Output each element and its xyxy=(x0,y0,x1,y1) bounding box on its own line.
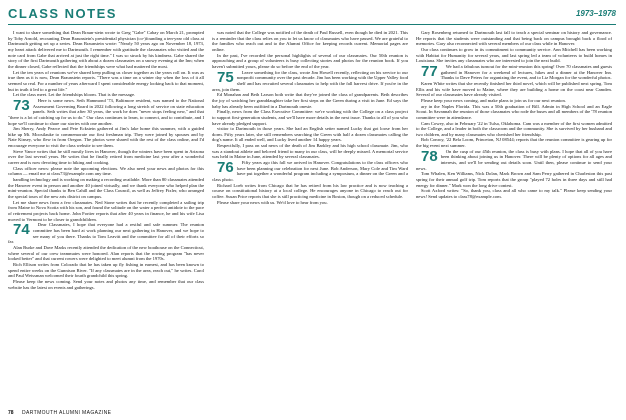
note-paragraph xyxy=(8,126,204,149)
note-text: Dear Classmates, I hope that everyone had a restful and safe summer. The reunion committee has been hard at work planning our next gathering in Hanover, and we hope to see many of you there. Thanks to Tom Leavitt and the committee for all of their efforts so far. xyxy=(8,222,204,245)
note-text: Please keep the news coming. Send your notes and photos any time, and remember that our class website has the latest on events and gatherings. xyxy=(8,278,204,290)
note-text: handling technology and is working on making a recording available. More than 80 classmates attended the Hanover event in person and another 40 joined virtually, and we thank everyone who helped plan the mini-reunion. Special thanks to Ben Cahill and the Class Council, as well as Jeffrey Fixler, who arranged the special tours of the new arts district on campus. xyxy=(8,177,204,200)
page-footer xyxy=(8,410,618,420)
note-text: Bob Conroy, '22 Bela Loom, Princeton, NJ 08544; reports that the reunion committee is gearing up for the big event next summer. xyxy=(416,137,612,149)
note-text: Jim Sherry, Andy Pearce and Pete Eckstein gathered at Jim's lake home this summer, with a guided hike up Mt. Moosilauke to commemorate our first freshman trip. They were joined by spouses and by Nate Kinsey, who flew in from Oregon. The photos were shared with the rest of the class online, and I'd encourage everyone to visit the class website to see them. xyxy=(8,126,204,149)
class-notes-columns xyxy=(8,30,616,412)
class-year-section xyxy=(212,70,408,93)
page-number: 78 xyxy=(8,410,14,416)
note-paragraph xyxy=(212,200,408,206)
note-paragraph xyxy=(8,30,204,70)
note-paragraph xyxy=(212,30,408,53)
class-year-section xyxy=(8,222,204,245)
header-rule xyxy=(8,24,616,25)
class-year-marker: 77 xyxy=(421,62,438,80)
note-text: Ed Monahan and Beth Larson both write that they've joined the class of grandparents. Beth describes the joy of watching her granddaughter take her first steps on the Green during a visit in June. Ed says the baby has already been outfitted in a Dartmouth onesie. xyxy=(212,92,408,109)
note-text: Karen White writes that she recently finished her third novel, which will be published next spring. Tom Ellis and his wife have moved to Maine, where they are building a home on the coast near Camden. Several of our classmates have already visited. xyxy=(416,80,612,98)
note-paragraph xyxy=(416,188,612,199)
note-paragraph xyxy=(416,47,612,64)
note-paragraph xyxy=(416,81,612,98)
page-header xyxy=(0,0,626,26)
note-text: Please keep your news coming, and make plans to join us for our next reunion. xyxy=(421,97,566,103)
note-text: Let me share news from a few classmates. Ned Stone writes that he recently completed a sailing trip from Maine to Nova Scotia with his son, and found the solitude on the water a perfect antidote to the pace of retirement projects back home. John Fortier reports that after 40 years in finance, he and his wife Lisa moved to Vermont to be closer to grandchildren. xyxy=(8,199,204,222)
note-text: Tom Whalen, Ken Williams, Nick Dolan, Mark Brown and Sam Perry gathered in Charleston this past spring for their annual golf trip. Tom reports that the group "played 72 holes in three days and still had energy for dinner." Mark won the long drive contest. xyxy=(416,171,612,188)
section-title: CLASS NOTES xyxy=(8,6,117,21)
class-year-marker: 73 xyxy=(13,96,30,114)
note-paragraph xyxy=(212,126,408,143)
note-paragraph xyxy=(8,177,204,200)
note-paragraph xyxy=(8,262,204,279)
column-3 xyxy=(416,30,612,406)
note-text: Alan Burke and Dave Marks recently attended the dedication of the new boathouse on the Connecticut, where several of our crew teammates were honored. Alan reports that the rowing program "has never looked better" and that current rowers were delighted to meet alumni from the 1970s. xyxy=(8,244,204,262)
note-text: In the past, I've recorded the personal highlights of several of our classmates. Our 50th reunion is approaching and a group of volunteers is busy collecting stories and photos for the reunion book. If you haven't submitted yours, please do so before the end of the year. xyxy=(212,52,408,69)
class-year-section xyxy=(8,98,204,126)
note-paragraph xyxy=(8,279,204,290)
note-text: Let the ten years of reunions we've shared keep pulling us closer together as the years roll on. It was as true then as it is now, Dean Braunstein reports. "There was a time on a winter day when the loss of it all seemed so real. For a number of years afterward I spent considerable energy looking back to that moment, but in truth it led to a great life." xyxy=(8,69,204,92)
note-text: Cam Cowey, also in February '22 in Tulsa, Oklahoma. Cam was a member of the first women admitted to the College, and a leader in both the classroom and the community. She is survived by her husband and two children, and by many classmates who cherished her friendship. xyxy=(416,120,612,137)
class-year-section xyxy=(212,160,408,183)
magazine-name: DARTMOUTH ALUMNI MAGAZINE xyxy=(22,410,112,416)
note-text: was noted that the College was notified of the death of Paul Russell, even though he died in 2021. This is a reminder that the class relies on you to let us know of classmates who have passed. We are grateful to the families who reach out and to the Alumni Office for keeping records current. Memorial pages are online. xyxy=(212,30,408,52)
note-text: Gary Rosenberg returned to Dartmouth last fall to teach a special seminar on history and governance. He reports that the students were outstanding and that being back on campus brought back a flood of memories. Gary also reconnected with several members of our class while in Hanover. xyxy=(416,30,612,47)
note-text: Our class continues to grow in its commitment to community service. Ann Mitchell has been working with Habitat for Humanity for several years, and last spring led a team of volunteers to build homes in Louisiana. She invites any classmates who are interested to join the next build. xyxy=(416,46,612,64)
note-text: I want to share something that Dean Braun-stein wrote to Greg "Gabe" Cabay on March 21, prompted by Toby Arnold, recounting Dean Braunstein's presidential physician (co-)founding a ten-year old class at Dartmouth getting set up a series. Dean Braunstein wrote: "Nearly 50 years ago on November 18, 1973, my heart attack delivered me to Dartmouth. I remember with gratitude the classmates who visited and the note card from Gabe that arrived at just the right time." I was so struck by his kindness. Gabe shared the story of the first Dartmouth gathering with about a dozen classmates on a snowy evening at the Inn; when the dinner closed, Gabe reflected that the friendships were what had mattered the most. xyxy=(8,30,204,69)
note-text: On the cusp of our 45th reunion, the class is busy with plans. I hope that all of you have been thinking about joining us in Hanover. There will be plenty of options for all ages and interests, and we'll be sending out details soon. Until then, please continue to send your news. xyxy=(416,148,612,171)
note-paragraph xyxy=(212,53,408,70)
class-year-section xyxy=(416,64,612,81)
note-paragraph xyxy=(8,245,204,262)
note-paragraph xyxy=(212,109,408,126)
note-paragraph xyxy=(8,200,204,223)
class-year-section xyxy=(416,149,612,172)
note-text: Leave something for the class, wrote Jim Howell recently, reflecting on his service to our nonprofit community over the past decade. Jim has been working with the Upper Valley food shelf and has recruited several classmates to help with the fall harvest drive. If you're in the area, join them. xyxy=(212,69,408,92)
class-year-marker: 78 xyxy=(421,147,438,165)
note-paragraph xyxy=(8,70,204,93)
note-paragraph xyxy=(416,137,612,148)
note-text: We had a fabulous turnout for the mini-reunion this spring! Over 70 classmates and guests gathered in Hanover for a weekend of lectures, hikes and a dinner at the Hanover Inn. Thanks to Dave Peters for organizing the event, and to Liz Morgan for the wonderful photos. xyxy=(440,63,612,81)
note-paragraph xyxy=(416,171,612,188)
note-text: Finally, news from the Class Executive Committee: we're working with the College on a class project to support first-generation students, and we'll have more details in the next issue. Thanks to all of you who have already pledged support. xyxy=(212,109,408,126)
note-text: Here is some news. Seth Hammond '73, Baltimore resident, was named to the National Assessment Governing Board in 2022 following a long stretch of service on state education panels. Seth writes that after 30 years, the work he does "never stops feeling new," and that "there is a lot of catching up for us to do." Our class continues to learn, to connect, and to contribute, and I hope we'll continue to share our stories with one another. xyxy=(8,97,204,126)
note-paragraph xyxy=(212,92,408,109)
note-text: Class officer news: please note the upcoming elections. We also need your news and photos for this column — email me at class73@example.com any time. xyxy=(8,165,204,177)
note-paragraph xyxy=(212,143,408,160)
column-1 xyxy=(8,30,204,406)
note-paragraph xyxy=(8,149,204,166)
note-text: ary in the Naples Florida. This was a 50th graduation of Bill. Admin in High School and an Eagle Scout. In Savannah the reunion of those classmates who rode the buses and all members of the '78 reunion committee were in attendance. xyxy=(416,103,612,120)
note-text: Scott Axford writes: "So, thank you, class and all who came to my talk." Please keep sending your news! Send updates to class78@example.com. xyxy=(416,188,612,200)
class-years-range: 1973–1978 xyxy=(575,9,616,18)
note-text: Richard Loeb writes from Chicago that he has retired from his law practice and is now teaching a course on constitutional history at a local college. He encourages anyone in Chicago to reach out for coffee. Susan Price reports that she is still practicing medicine in Boston, though on a reduced schedule. xyxy=(212,182,408,200)
note-text: Fifty years ago this fall we arrived in Hanover. Congratulations to the class officers who have been planning our celebration for next June. Bob Anderson, Mary Cole and Tim Ward have put together a wonderful program including a symposium, a dinner on the Green and a class photo. xyxy=(212,160,408,183)
note-text: Let the class meet. Let the friendships bloom. That is the message. xyxy=(13,92,136,98)
note-text: Steve Vance writes that he still mostly lives in Hanover, though the winters have been spent in Arizona over the last several years. He writes that he finally retired from medicine last year after a wonderful career and is now devoting time to hiking and cooking. xyxy=(8,148,204,166)
class-year-marker: 75 xyxy=(217,68,234,86)
note-text: Rich Ellison writes from Colorado that he has taken up fly fishing in earnest, and has been known to spend entire weeks on the Gunnison River. "If any classmates are in the area, reach out," he writes. Carol and Paul Weissman welcomed their fourth grandchild this spring. xyxy=(8,261,204,279)
note-paragraph xyxy=(416,121,612,138)
note-paragraph xyxy=(8,166,204,177)
note-text: visitor to Dartmouth in those years. She had an English setter named Lucky that got loose from her dorm. Fifty years later, she still remembers searching the Green with half a dozen classmates calling the dog's name. It all ended well, and Lucky lived another 14 happy years. xyxy=(212,126,408,143)
class-year-marker: 76 xyxy=(217,159,234,177)
class-year-marker: 74 xyxy=(13,221,30,239)
note-text: Respectfully, I pass on sad news of the death of Jim Barkley and his high school classmate. Jim, who was a standout athlete and beloved friend to many in our class, will be deeply missed. A memorial service was held in Maine in June, attended by several classmates. xyxy=(212,143,408,160)
note-text: Please share your news with us. We'd love to hear from you. xyxy=(217,199,328,205)
note-paragraph xyxy=(212,183,408,200)
column-2 xyxy=(212,30,408,406)
note-paragraph xyxy=(416,104,612,121)
note-paragraph xyxy=(416,30,612,47)
